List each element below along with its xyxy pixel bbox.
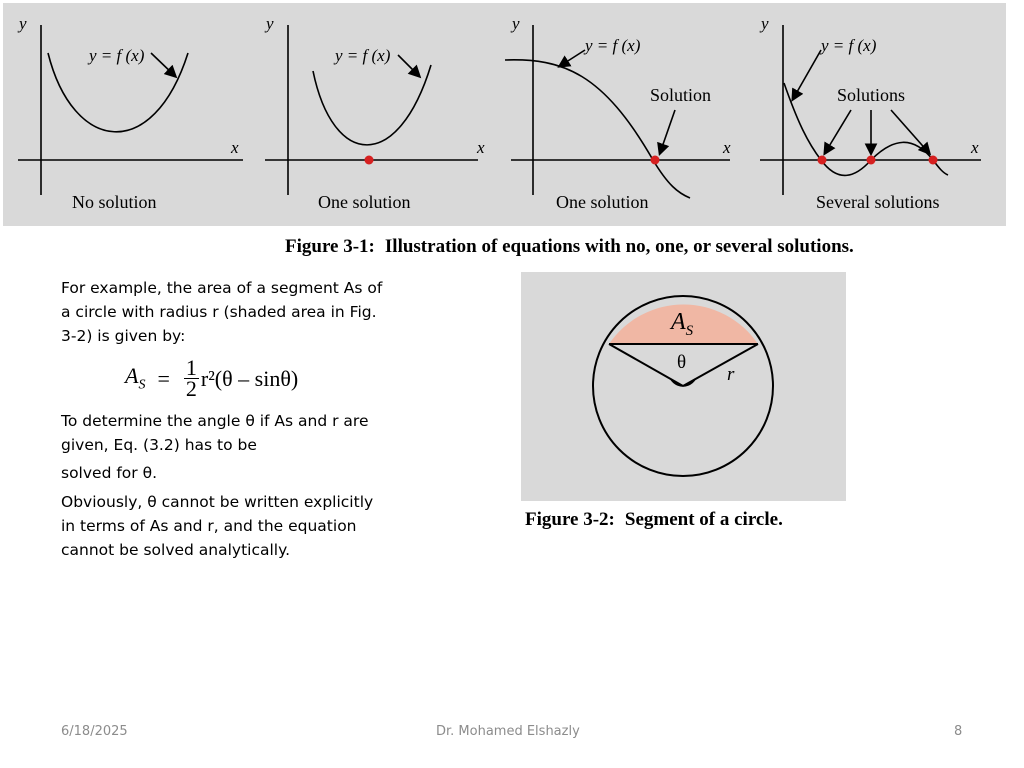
eq-rhs: r²(θ – sinθ): [200, 365, 299, 391]
caption-number: Figure 3-2:: [525, 509, 615, 530]
axis-y-label: y: [19, 14, 27, 33]
root-dot: [867, 156, 876, 165]
axis-y-label: y: [512, 14, 520, 33]
circle-segment-diagram: [521, 272, 846, 501]
footer-author: Dr. Mohamed Elshazly: [436, 724, 580, 739]
axis-x-label: x: [723, 138, 731, 157]
footer-date: 6/18/2025: [61, 724, 128, 739]
caption-number: Figure 3-1:: [285, 236, 375, 257]
paragraph-determine: To determine the angle θ if As and r are given, Eq. (3.2) has to be: [61, 412, 369, 454]
func-label: y = f (x): [335, 46, 391, 65]
eq-numerator: 1: [185, 355, 197, 380]
axis-x-label: x: [971, 138, 979, 157]
panel-label: No solution: [72, 192, 157, 212]
figure-3-1-graphs: [3, 3, 1006, 226]
solutions-annotation: Solutions: [837, 85, 906, 105]
eq-lhs: A: [125, 363, 139, 389]
figure-3-2-caption: [525, 509, 783, 531]
caption-text: Illustration of equations with no, one, or several solutions.: [384, 236, 854, 257]
segment-label: $A_S$: [671, 309, 694, 339]
axis-y-label: y: [266, 14, 274, 33]
axis-x-label: x: [231, 138, 239, 157]
segment-area-equation: [125, 355, 299, 401]
eq-fraction: [184, 355, 199, 401]
figure-3-1-caption: [285, 236, 854, 258]
angle-arc: [671, 379, 695, 386]
axis-y-label: y: [761, 14, 769, 33]
root-dot: [929, 156, 938, 165]
root-dot: [818, 156, 827, 165]
figure-3-1: [3, 3, 1006, 226]
eq-equals: =: [157, 365, 170, 391]
root-dot: [365, 156, 374, 165]
panel-label: Several solutions: [816, 192, 940, 212]
angle-label: θ: [677, 352, 687, 373]
root-dot: [651, 156, 660, 165]
solution-annotation: Solution: [650, 85, 712, 105]
axis-x-label: x: [477, 138, 485, 157]
caption-text: Segment of a circle.: [624, 509, 783, 530]
radius-label: r: [727, 364, 735, 385]
func-label: y = f (x): [585, 36, 641, 55]
eq-denominator: 2: [185, 376, 197, 401]
figure-3-2: [521, 272, 846, 501]
func-label: y = f (x): [821, 36, 877, 55]
eq-lhs-sub: S: [138, 377, 146, 393]
paragraph-solved: solved for θ.: [61, 464, 157, 482]
paragraph-obviously: Obviously, θ cannot be written explicitly in terms of As and r, and the equation cannot be solved analytically.: [61, 493, 374, 559]
paragraph-intro: For example, the area of a segment As of a circle with radius r (shaded area in Fig. 3-2) is given by:: [61, 279, 383, 345]
func-label: y = f (x): [89, 46, 145, 65]
footer-page-number: 8: [954, 724, 963, 739]
panel-label: One solution: [318, 192, 411, 212]
panel-label: One solution: [556, 192, 649, 212]
